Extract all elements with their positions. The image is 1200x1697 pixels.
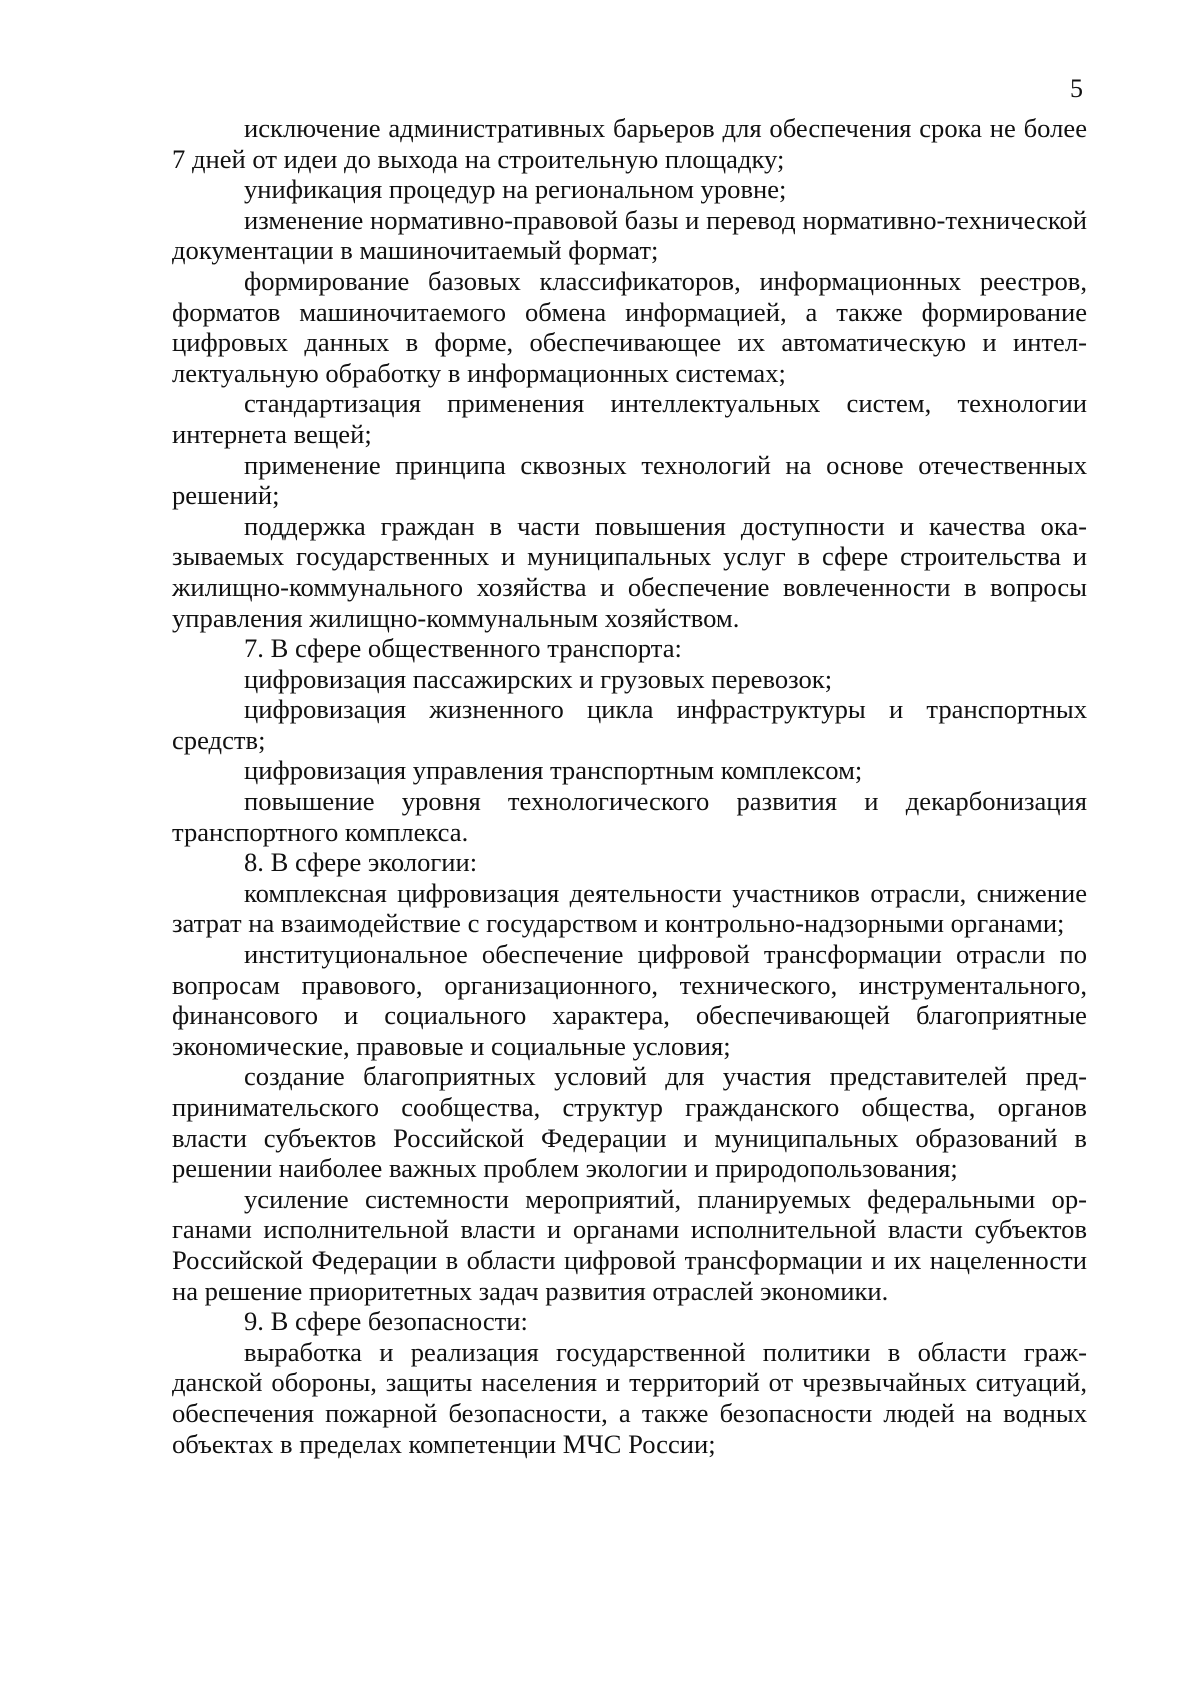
- section-heading-transport: 7. В сфере общественного транспорта:: [244, 633, 682, 664]
- paragraph-transport-4: повышение уровня технологического развития и декарбонизация транспортного комплекса.: [172, 786, 1087, 847]
- paragraph-ecology-4: усиление системности мероприятий, планируемых федеральными органами исполнительной власти и органами исполнительной власти субъектов Российской Федерации в области цифровой трансформации и их нацеленности на решение приоритетных задач развития отраслей экономики.: [172, 1183, 1087, 1306]
- section-heading-safety: 9. В сфере безопасности:: [244, 1306, 528, 1337]
- paragraph-safety-1: выработка и реализация государственной политики в области гражданской обороны, защиты населения и территорий от чрезвычайных ситуаций, обеспечения пожарной безопасности, а также безопасности людей на водных объектах в пределах компетенции МЧС России;: [172, 1336, 1087, 1459]
- paragraph-ecology-2: институциональное обеспечение цифровой трансформации отрасли по вопросам правового, организационного, технического, инструментального, финансового и социального характера, обеспечивающей благоприятные экономические, правовые и социальные условия;: [172, 939, 1087, 1061]
- paragraph-transport-3: цифровизация управления транспортным комплексом;: [244, 755, 863, 786]
- paragraph-end-to-end-tech: применение принципа сквозных технологий на основе отечественных решений;: [172, 449, 1087, 511]
- paragraph-transport-1: цифровизация пассажирских и грузовых перевозок;: [244, 663, 833, 694]
- paragraph-citizen-support: поддержка граждан в части повышения доступности и качества оказываемых государственных и муниципальных услуг в сфере строительства и жилищно-коммунального хозяйства и обеспечение вовлеченности в вопросы управления жилищно-коммунальным хозяйством.: [172, 510, 1087, 633]
- paragraph-ecology-3: создание благоприятных условий для участия представителей предпринимательского сообщества, структур гражданского общества, органов власти субъектов Российской Федерации и муниципальных образований в решении наиболее важных проблем экологии и природопользования;: [172, 1061, 1087, 1184]
- paragraph-admin-barriers: исключение административных барьеров для обеспечения срока не более 7 дней от идеи до выхода на строительную площадку;: [172, 113, 1087, 174]
- page-number: 5: [1070, 74, 1083, 103]
- paragraph-ecology-1: комплексная цифровизация деятельности участников отрасли, снижение затрат на взаимодействие с государством и контрольно-надзорными органами;: [172, 877, 1087, 939]
- document-body: [172, 113, 1087, 1459]
- paragraph-transport-2: цифровизация жизненного цикла инфраструктуры и транспортных средств;: [172, 694, 1087, 755]
- section-heading-ecology: 8. В сфере экологии:: [244, 847, 478, 878]
- paragraph-classifiers: формирование базовых классификаторов, информационных реестров, форматов машиночитаемого обмена информацией, а также формирование цифровых данных в форме, обеспечивающее их автоматическую и интеллектуальную обработку в информационных системах;: [172, 265, 1087, 388]
- paragraph-standardization: стандартизация применения интеллектуальных систем, технологии интернета вещей;: [172, 388, 1087, 449]
- paragraph-unification: унификация процедур на региональном уровне;: [244, 174, 787, 205]
- paragraph-regulatory-change: изменение нормативно-правовой базы и перевод нормативно-технической документации в машиночитаемый формат;: [172, 204, 1087, 266]
